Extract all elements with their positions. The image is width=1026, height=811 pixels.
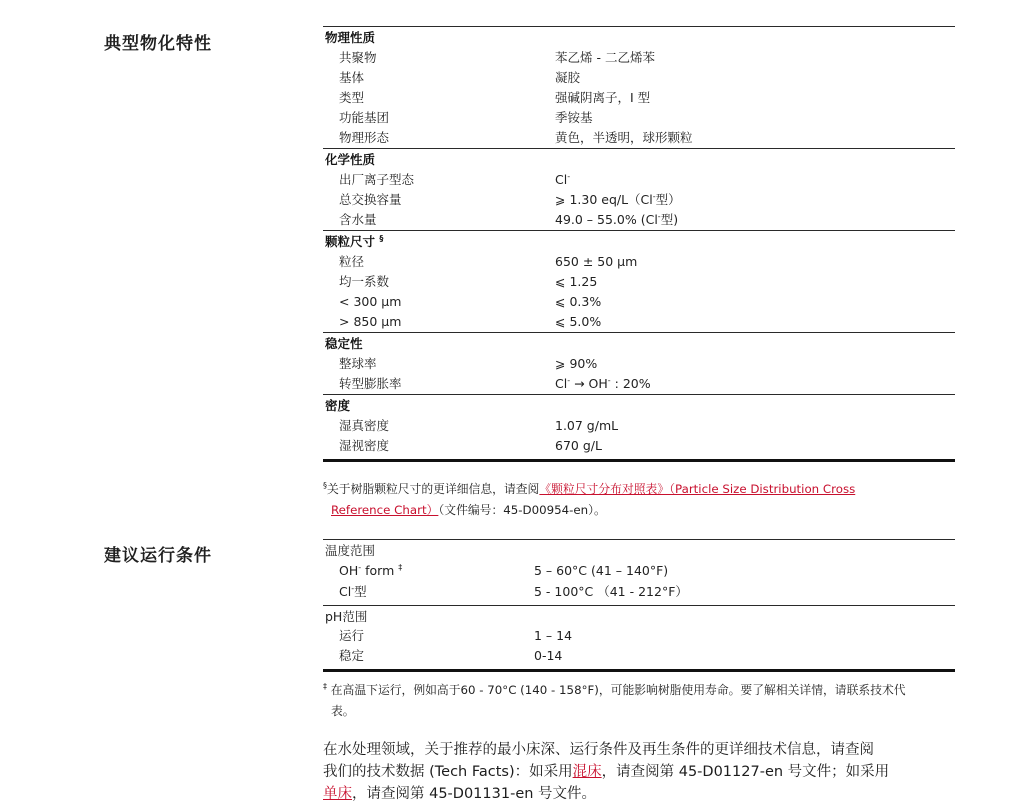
group-heading	[323, 232, 955, 252]
row-key: 物理形态	[339, 130, 390, 145]
particle-size-chart-link[interactable]: 《颗粒尺寸分布对照表》（Particle Size Distribution Cross	[539, 482, 856, 496]
footnote-marker: ‡	[323, 682, 327, 692]
table-row	[323, 210, 955, 230]
row-value: 黄色，半透明，球形颗粒	[555, 130, 693, 145]
group-heading-text: 颗粒尺寸	[325, 234, 376, 249]
particle-size-chart-link-cont[interactable]: Reference Chart）	[331, 503, 439, 517]
table-row	[323, 312, 955, 332]
value-text: Cl	[555, 172, 568, 187]
group-heading: 稳定性	[325, 336, 363, 351]
value-text: Cl	[555, 376, 568, 391]
row-value	[555, 210, 678, 230]
superscript: -	[567, 171, 571, 181]
group-heading: 密度	[325, 398, 351, 413]
row-key: 含水量	[339, 212, 377, 227]
operating-conditions-table	[323, 539, 955, 672]
key-tail: form	[361, 563, 395, 578]
key-tail: 型	[354, 584, 367, 599]
table-row	[323, 68, 955, 88]
row-value: ⩽ 1.25	[555, 274, 598, 289]
paragraph-text: 在水处理领域，关于推荐的最小床深、运行条件及再生条件的更详细技术信息，请查阅	[323, 742, 874, 758]
mixed-bed-link[interactable]: 混床	[572, 764, 602, 780]
group-heading: 温度范围	[325, 543, 376, 558]
row-key: 共聚物	[339, 50, 377, 65]
row-value: 650 ± 50 µm	[555, 254, 638, 269]
paragraph-text: ，请查阅第 45-D01127-en 号文件；如采用	[601, 764, 890, 780]
table-row	[323, 646, 955, 666]
table-row	[323, 48, 955, 68]
row-key: > 850 µm	[339, 314, 402, 329]
footnote-temperature	[323, 680, 955, 722]
table-end-rule	[323, 459, 955, 462]
table-row	[323, 626, 955, 646]
value-text: ⩾ 1.30 eq/L（Cl	[555, 192, 653, 207]
row-value: 5 - 100°C （41 - 212°F）	[534, 584, 688, 599]
row-value: 5 – 60°C (41 – 140°F)	[534, 563, 669, 578]
superscript: -	[652, 191, 656, 201]
row-key: 湿真密度	[339, 418, 390, 433]
row-value: ⩽ 0.3%	[555, 294, 602, 309]
table-row	[323, 581, 955, 602]
paragraph-text: 我们的技术数据 (Tech Facts)：如采用	[323, 764, 573, 780]
group-stability	[323, 332, 955, 394]
row-value: 1 – 14	[534, 628, 573, 643]
row-value: 670 g/L	[555, 438, 602, 453]
row-value: 0-14	[534, 648, 563, 663]
superscript: -	[657, 211, 661, 221]
row-key: 运行	[339, 628, 365, 643]
group-ph	[323, 605, 955, 666]
table-row	[323, 436, 955, 456]
group-particle-size	[323, 230, 955, 332]
group-heading: 化学性质	[325, 152, 376, 167]
table-row	[323, 292, 955, 312]
row-key: 整球率	[339, 356, 377, 371]
paragraph-text: ，请查阅第 45-D01131-en 号文件。	[352, 786, 597, 802]
footnote-text: 关于树脂颗粒尺寸的更详细信息，请查阅	[327, 482, 540, 496]
tech-facts-paragraph	[323, 739, 953, 805]
table-row	[323, 416, 955, 436]
footnote-line	[323, 701, 955, 722]
section-title-typical-properties: 典型物化特性	[104, 34, 212, 54]
row-value: ⩽ 5.0%	[555, 314, 602, 329]
row-key: 总交换容量	[339, 192, 402, 207]
row-key: 稳定	[339, 648, 365, 663]
table-row	[323, 374, 955, 394]
table-end-rule	[323, 669, 955, 672]
row-key: 粒径	[339, 254, 365, 269]
single-bed-link[interactable]: 单床	[323, 786, 352, 802]
key-text: Cl	[339, 584, 352, 599]
footnote-text: （文件编号：45-D00954-en）。	[438, 503, 606, 517]
section-title-operating-conditions: 建议运行条件	[104, 546, 212, 566]
row-key	[339, 581, 367, 602]
table-row	[323, 190, 955, 210]
row-value: ⩾ 90%	[555, 356, 598, 371]
group-heading: pH范围	[325, 609, 368, 624]
row-value: 苯乙烯 - 二乙烯苯	[555, 50, 655, 65]
footnote-marker: §	[323, 481, 327, 491]
table-row	[323, 252, 955, 272]
footnote-text: 在高温下运行，例如高于60 - 70°C (140 - 158°F)，可能影响树脂使用寿命。要了解相关详情，请联系技术代	[330, 683, 906, 697]
row-value: 1.07 g/mL	[555, 418, 619, 433]
typical-properties-table	[323, 26, 955, 462]
row-value: 季铵基	[555, 110, 593, 125]
table-row	[323, 272, 955, 292]
group-density	[323, 394, 955, 456]
table-row	[323, 128, 955, 148]
superscript: -	[567, 375, 571, 385]
footnote-line	[323, 500, 955, 521]
table-row	[323, 108, 955, 128]
value-tail: 型）	[655, 192, 681, 207]
table-row	[323, 170, 955, 190]
group-physical	[323, 26, 955, 148]
group-temperature	[323, 539, 955, 602]
footnote-text: 表。	[331, 704, 355, 718]
row-key: < 300 µm	[339, 294, 402, 309]
row-value	[555, 374, 651, 394]
row-key: 均一系数	[339, 274, 390, 289]
row-key: 类型	[339, 90, 365, 105]
value-text: → OH	[570, 376, 608, 391]
row-value: 凝胶	[555, 70, 581, 85]
row-key: 功能基团	[339, 110, 390, 125]
superscript: -	[351, 583, 355, 593]
footnote-particle-size	[323, 479, 955, 521]
value-tail: : 20%	[610, 376, 651, 391]
row-key: 基体	[339, 70, 365, 85]
row-value: 强碱阴离子，I 型	[555, 90, 651, 105]
row-key: 转型膨胀率	[339, 376, 402, 391]
row-key: 出厂离子型态	[339, 172, 415, 187]
table-row	[323, 354, 955, 374]
row-value	[555, 170, 570, 190]
footnote-marker: §	[379, 233, 384, 243]
row-value	[555, 190, 681, 210]
table-row	[323, 88, 955, 108]
group-heading: 物理性质	[325, 30, 376, 45]
footnote-marker: ‡	[398, 562, 403, 572]
footnote-line	[323, 680, 955, 701]
row-key: 湿视密度	[339, 438, 390, 453]
value-text: 49.0 – 55.0% (Cl	[555, 212, 658, 227]
superscript: -	[358, 562, 362, 572]
key-text: OH	[339, 563, 359, 578]
group-chemical	[323, 148, 955, 230]
value-tail: 型)	[660, 212, 679, 227]
table-row	[323, 560, 955, 581]
superscript: -	[607, 375, 611, 385]
row-key	[339, 560, 402, 581]
footnote-line	[323, 479, 955, 500]
